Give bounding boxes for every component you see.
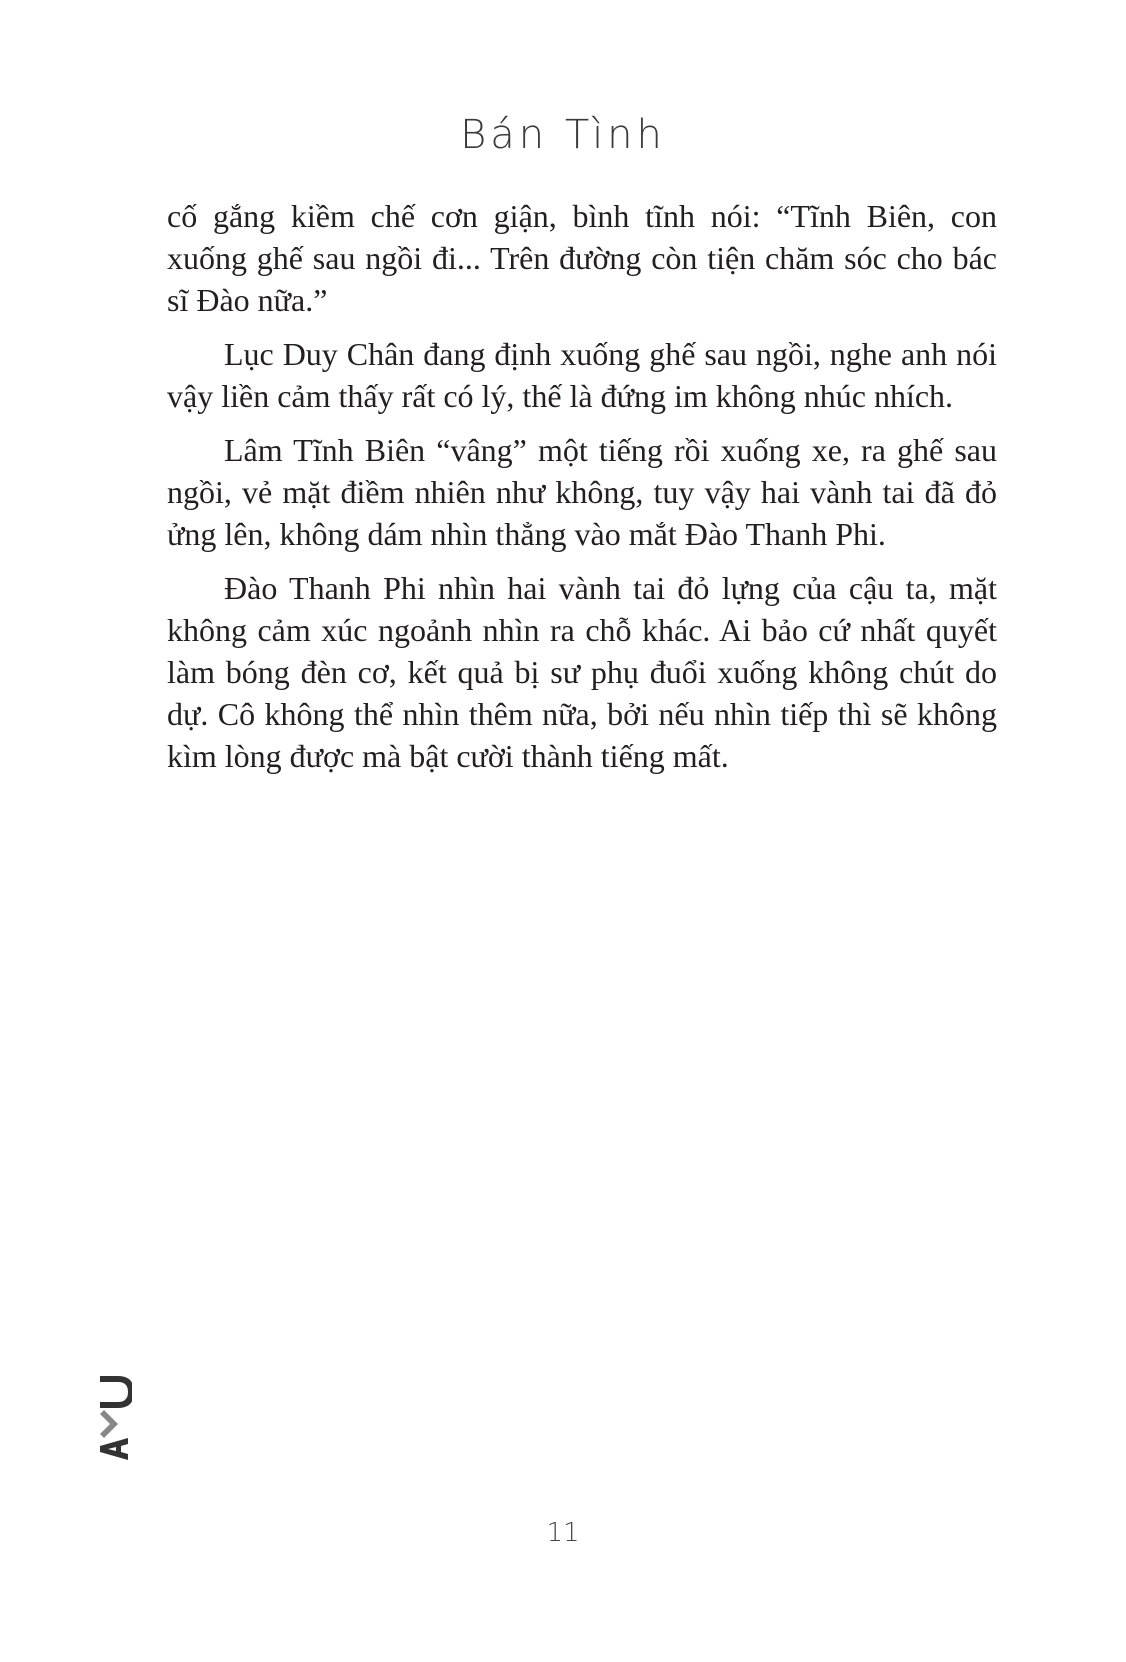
paragraph: cố gắng kiềm chế cơn giận, bình tĩnh nói: “Tĩnh Biên, con xuống ghế sau ngồi đi... Trên đường còn tiện chăm sóc cho bác sĩ Đào nữa.”: [167, 198, 997, 318]
page-number: 11: [546, 1518, 580, 1548]
body-text: [167, 195, 997, 789]
paragraph: Lâm Tĩnh Biên “vâng” một tiếng rồi xuống xe, ra ghế sau ngồi, vẻ mặt điềm nhiên như không, tuy vậy hai vành tai đã đỏ ửng lên, không dám nhìn thẳng vào mắt Đào Thanh Phi.: [167, 432, 997, 552]
publisher-logo-icon: [96, 1372, 132, 1468]
running-head-title: Bán Tình: [460, 112, 666, 158]
paragraph: Đào Thanh Phi nhìn hai vành tai đỏ lựng của cậu ta, mặt không cảm xúc ngoảnh nhìn ra chỗ khác. Ai bảo cứ nhất quyết làm bóng đèn cơ, kết quả bị sư phụ đuổi xuống không chút do dự. Cô không thể nhìn thêm nữa, bởi nếu nhìn tiếp thì sẽ không kìm lòng được mà bật cười thành tiếng mất.: [167, 570, 997, 774]
paragraph: Lục Duy Chân đang định xuống ghế sau ngồi, nghe anh nói vậy liền cảm thấy rất có lý, thế là đứng im không nhúc nhích.: [167, 336, 997, 414]
publisher-logo: [95, 1370, 133, 1470]
